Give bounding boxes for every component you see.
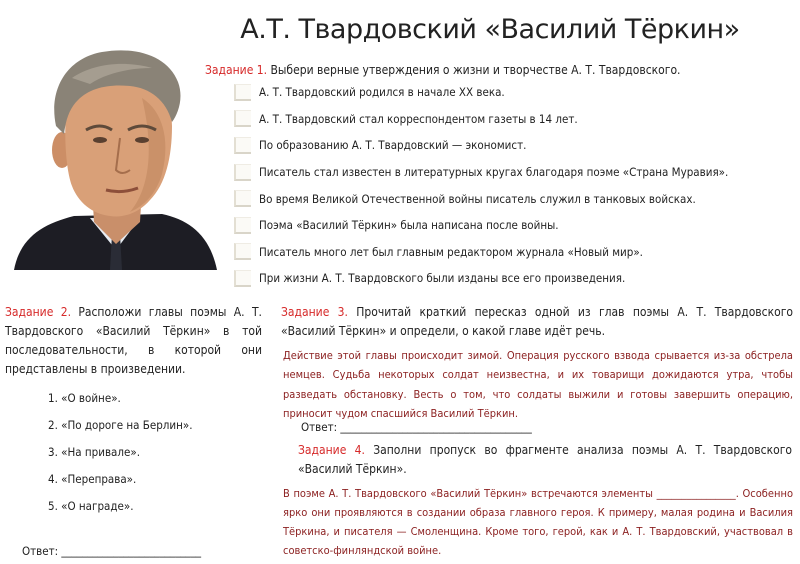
checkbox[interactable]	[234, 164, 251, 181]
list-item: 3. «На привале».	[48, 445, 140, 459]
task4-label: Задание 4.	[298, 443, 365, 457]
statement-item[interactable]: По образованию А. Т. Твардовский — экономист.	[234, 132, 728, 159]
checkbox[interactable]	[234, 110, 251, 127]
checkbox[interactable]	[234, 137, 251, 154]
list-item: 4. «Переправа».	[48, 472, 137, 486]
task3-label: Задание 3.	[281, 305, 348, 319]
task1-heading	[205, 63, 680, 77]
statement-item[interactable]: Во время Великой Отечественной войны писатель служил в танковых войсках.	[234, 185, 728, 212]
task1-label: Задание 1.	[205, 63, 268, 77]
task4-fragment[interactable]: В поэме А. Т. Твардовского «Василий Тёркин» встречаются элементы ________________. Особенно ярко они проявляются в создании образа главного героя. К примеру, малая родина и Василия Тёркина, и писателя — Смоленщина. Кроме того, герой, как и А. Т. Твардовский, участвовал в советско-финляндской войне.	[283, 487, 793, 557]
statement-item[interactable]: Писатель стал известен в литературных кругах благодаря поэме «Страна Муравия».	[234, 159, 728, 186]
task4-heading	[298, 441, 792, 479]
checkbox[interactable]	[234, 270, 251, 287]
statement-item[interactable]: Писатель много лет был главным редактором журнала «Новый мир».	[234, 239, 728, 266]
task4-text: Заполни пропуск во фрагменте анализа поэмы А. Т. Твардовского «Василий Тёркин».	[298, 443, 792, 476]
list-item: 2. «По дороге на Берлин».	[48, 418, 193, 432]
task1-text: Выбери верные утверждения о жизни и творчестве А. Т. Твардовского.	[270, 63, 681, 77]
statement-item[interactable]: Поэма «Василий Тёркин» была написана после войны.	[234, 212, 728, 239]
checkbox[interactable]	[234, 84, 251, 101]
task2-text: Расположи главы поэмы А. Т. Твардовского «Василий Тёркин» в той последовательности, в которой они представлены в произведении.	[5, 305, 262, 376]
list-item: 1. «О войне».	[48, 391, 121, 405]
task2-answer-field[interactable]: Ответ: ___________________________	[22, 544, 202, 558]
task2-heading	[5, 303, 262, 379]
portrait-image	[12, 38, 217, 270]
page-title: А.Т. Твардовский «Василий Тёркин»	[240, 14, 740, 45]
task3-heading	[281, 303, 793, 341]
task2-label: Задание 2.	[5, 305, 71, 319]
statement-item[interactable]: А. Т. Твардовский стал корреспондентом газеты в 14 лет.	[234, 106, 728, 133]
statement-item[interactable]: При жизни А. Т. Твардовского были изданы все его произведения.	[234, 265, 728, 292]
checkbox[interactable]	[234, 190, 251, 207]
checkbox[interactable]	[234, 217, 251, 234]
task3-summary: Действие этой главы происходит зимой. Операция русского взвода срывается из-за обстрела немцев. Судьба некоторых солдат неизвестна, и их товарищи дожидаются утра, чтобы разведать обстановку. Весть о том, что солдаты выжили и готовы завершить операцию, приносит чудом спасшийся Василий Тёркин.	[283, 349, 793, 420]
statement-item[interactable]: А. Т. Твардовский родился в начале XX века.	[234, 79, 728, 106]
task3-answer-field[interactable]: Ответ: _____________________________________	[301, 420, 532, 434]
task1-statements	[234, 79, 728, 292]
list-item: 5. «О награде».	[48, 499, 134, 513]
task3-text: Прочитай краткий пересказ одной из глав поэмы А. Т. Твардовского «Василий Тёркин» и определи, о какой главе идёт речь.	[281, 305, 793, 338]
task2-chapter-list	[48, 388, 193, 523]
checkbox[interactable]	[234, 243, 251, 260]
